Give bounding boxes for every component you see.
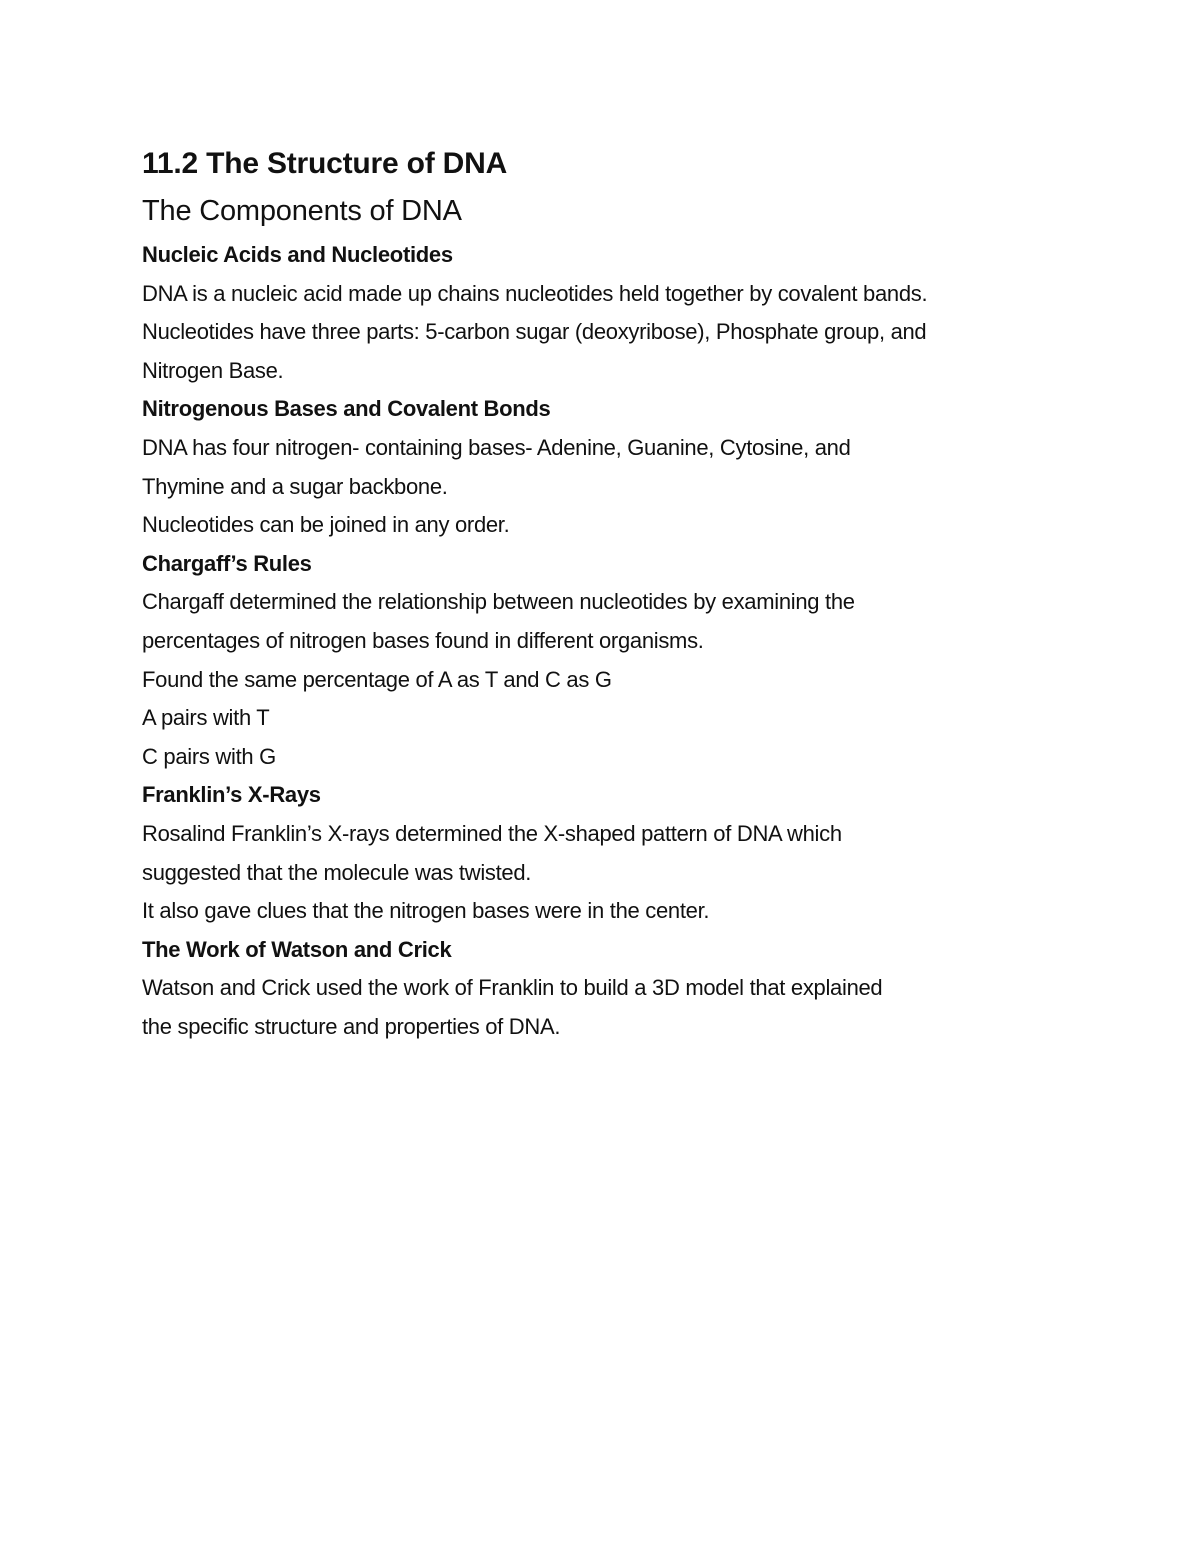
body-text-line: Watson and Crick used the work of Franklin to build a 3D model that explained bbox=[142, 975, 883, 1001]
section-heading: Chargaff’s Rules bbox=[142, 550, 312, 576]
section-heading: Nitrogenous Bases and Covalent Bonds bbox=[142, 396, 551, 422]
body-text-line: suggested that the molecule was twisted. bbox=[142, 859, 532, 885]
body-text-line: DNA is a nucleic acid made up chains nucleotides held together by covalent bands. bbox=[142, 280, 928, 306]
body-text-line: It also gave clues that the nitrogen bases were in the center. bbox=[142, 898, 710, 924]
body-text-line: Nucleotides have three parts: 5-carbon sugar (deoxyribose), Phosphate group, and bbox=[142, 319, 927, 345]
body-text-line: the specific structure and properties of DNA. bbox=[142, 1013, 561, 1039]
section-heading: The Work of Watson and Crick bbox=[142, 936, 452, 962]
body-text-line: Found the same percentage of A as T and C as G bbox=[142, 666, 612, 692]
document-body bbox=[142, 236, 1082, 1046]
body-text-line: C pairs with G bbox=[142, 743, 276, 769]
body-text-line: Chargaff determined the relationship between nucleotides by examining the bbox=[142, 589, 855, 615]
page-title: 11.2 The Structure of DNA bbox=[142, 147, 508, 180]
section-heading: Franklin’s X-Rays bbox=[142, 782, 321, 808]
section-heading: Nucleic Acids and Nucleotides bbox=[142, 242, 453, 267]
body-text-line: Thymine and a sugar backbone. bbox=[142, 473, 448, 499]
body-text-line: DNA has four nitrogen- containing bases- Adenine, Guanine, Cytosine, and bbox=[142, 434, 851, 460]
body-text-line: percentages of nitrogen bases found in different organisms. bbox=[142, 627, 704, 653]
section-title: The Components of DNA bbox=[142, 195, 462, 227]
body-text-line: Nitrogen Base. bbox=[142, 357, 284, 383]
body-text-line: Rosalind Franklin’s X-rays determined the X-shaped pattern of DNA which bbox=[142, 820, 842, 846]
body-text-line: A pairs with T bbox=[142, 705, 270, 731]
document-page bbox=[142, 142, 1082, 1046]
body-text-line: Nucleotides can be joined in any order. bbox=[142, 512, 510, 538]
